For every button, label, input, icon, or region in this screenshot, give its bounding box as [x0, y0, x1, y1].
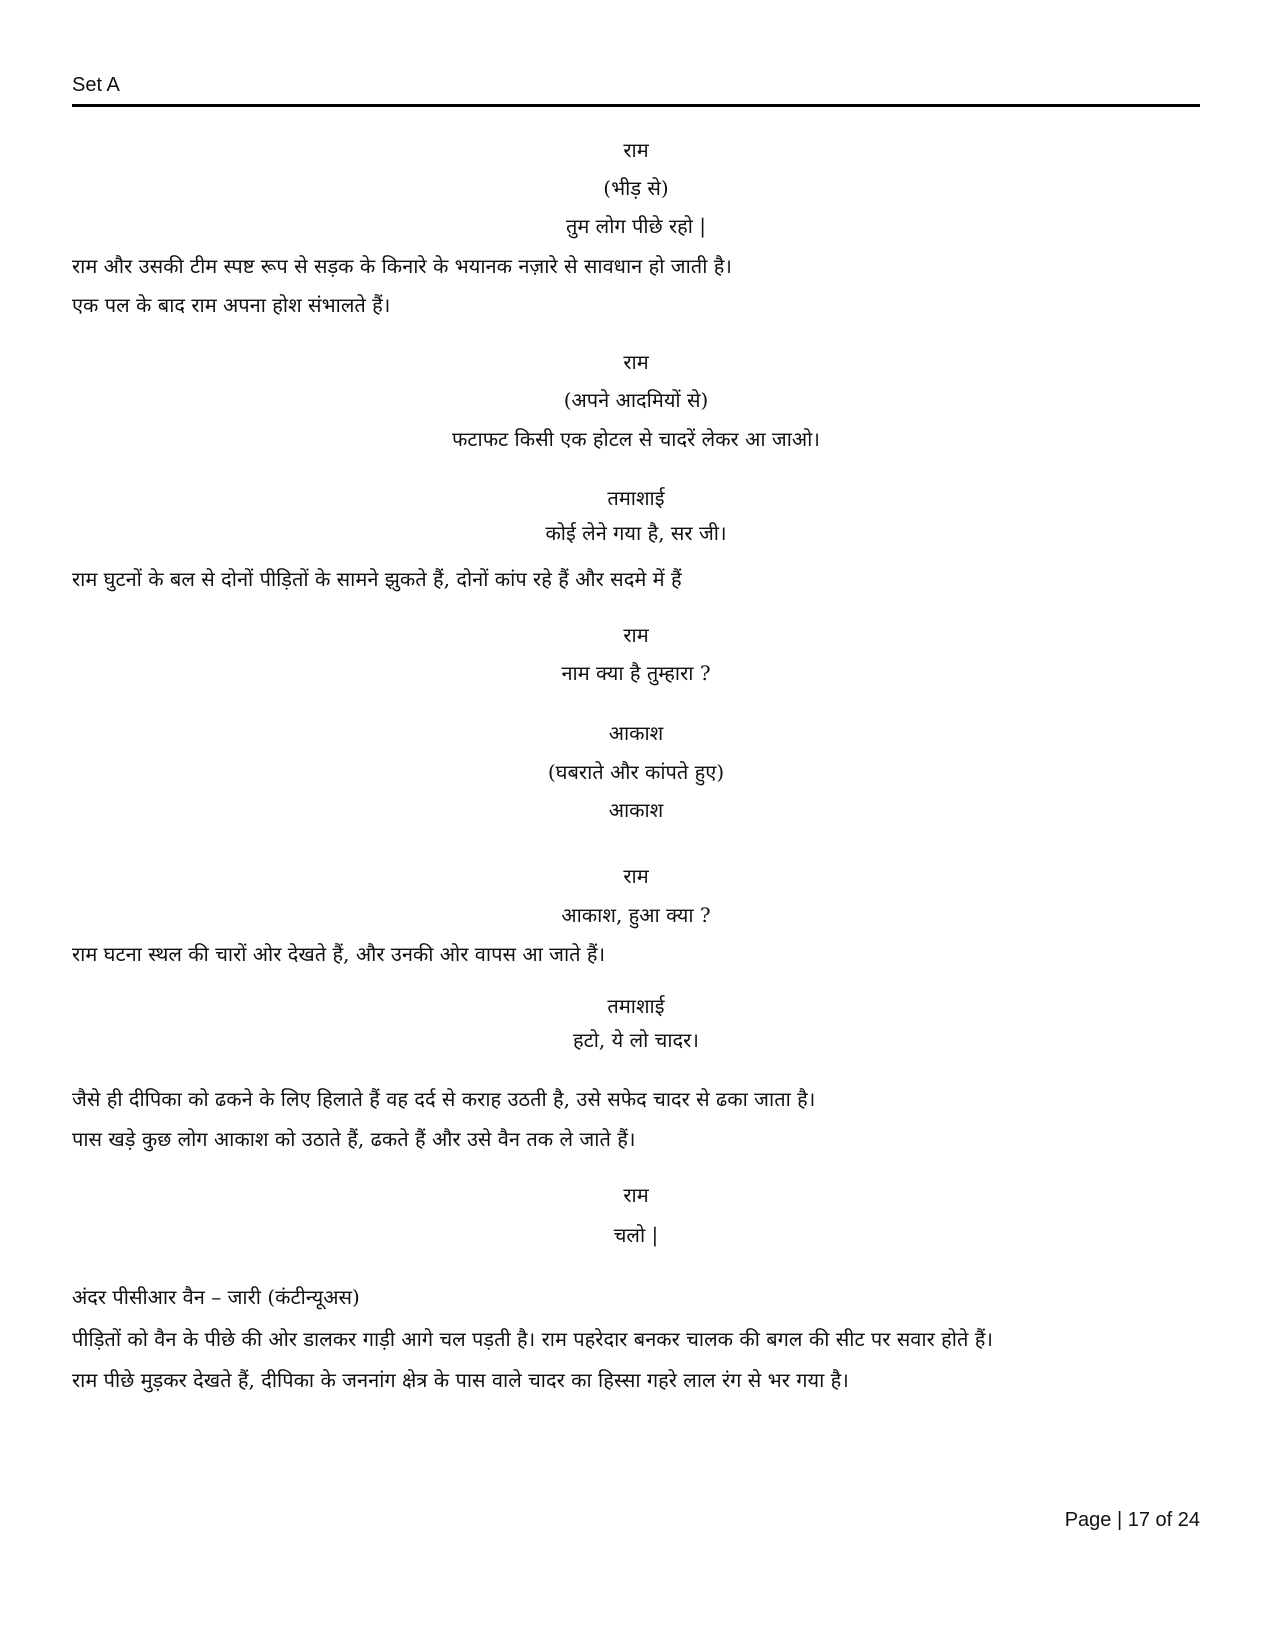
action-line: पास खड़े कुछ लोग आकाश को उठाते हैं, ढकते हैं और उसे वैन तक ले जाते हैं।	[72, 1127, 636, 1151]
document-set-label: Set A	[72, 74, 120, 96]
dialogue: कोई लेने गया है, सर जी।	[545, 521, 727, 545]
parenthetical: (भीड़ से)	[603, 176, 669, 200]
character-name: राम	[623, 623, 649, 647]
dialogue: तुम लोग पीछे रहो |	[565, 214, 707, 238]
parenthetical: (अपने आदमियों से)	[563, 388, 709, 412]
character-name: राम	[623, 138, 649, 162]
action-line: जैसे ही दीपिका को ढकने के लिए हिलाते हैं वह दर्द से कराह उठती है, उसे सफेद चादर से ढका जाता है।	[72, 1087, 816, 1111]
dialogue: आकाश	[608, 798, 664, 822]
scene-heading: अंदर पीसीआर वैन – जारी (कंटीन्यूअस)	[72, 1285, 360, 1309]
character-name: राम	[623, 864, 649, 888]
action-line: राम और उसकी टीम स्पष्ट रूप से सड़क के किनारे के भयानक नज़ारे से सावधान हो जाती है।	[72, 254, 732, 278]
character-name: तमाशाई	[607, 994, 665, 1018]
character-name: तमाशाई	[607, 486, 665, 510]
action-line: राम घटना स्थल की चारों ओर देखते हैं, और उनकी ओर वापस आ जाते हैं।	[72, 942, 606, 966]
character-name: राम	[623, 350, 649, 374]
character-name: राम	[623, 1183, 649, 1207]
dialogue: फटाफट किसी एक होटल से चादरें लेकर आ जाओ।	[452, 427, 820, 451]
page-header	[72, 72, 1200, 107]
dialogue: चलो |	[613, 1223, 659, 1247]
action-line: पीड़ितों को वैन के पीछे की ओर डालकर गाड़ी आगे चल पड़ती है। राम पहरेदार बनकर चालक की बगल की सीट पर सवार होते हैं।	[72, 1327, 993, 1351]
action-line: एक पल के बाद राम अपना होश संभालते हैं।	[72, 293, 391, 317]
character-name: आकाश	[608, 721, 664, 745]
dialogue: हटो, ये लो चादर।	[573, 1028, 699, 1052]
parenthetical: (घबराते और कांपते हुए)	[547, 760, 725, 784]
page-number: Page | 17 of 24	[1064, 1509, 1200, 1531]
dialogue: नाम क्या है तुम्हारा ?	[561, 661, 711, 685]
action-line: राम घुटनों के बल से दोनों पीड़ितों के सामने झुकते हैं, दोनों कांप रहे हैं और सदमे में हैं	[72, 567, 682, 591]
dialogue: आकाश, हुआ क्या ?	[561, 903, 711, 927]
action-line: राम पीछे मुड़कर देखते हैं, दीपिका के जननांग क्षेत्र के पास वाले चादर का हिस्सा गहरे लाल रंग से भर गया है।	[72, 1368, 849, 1392]
